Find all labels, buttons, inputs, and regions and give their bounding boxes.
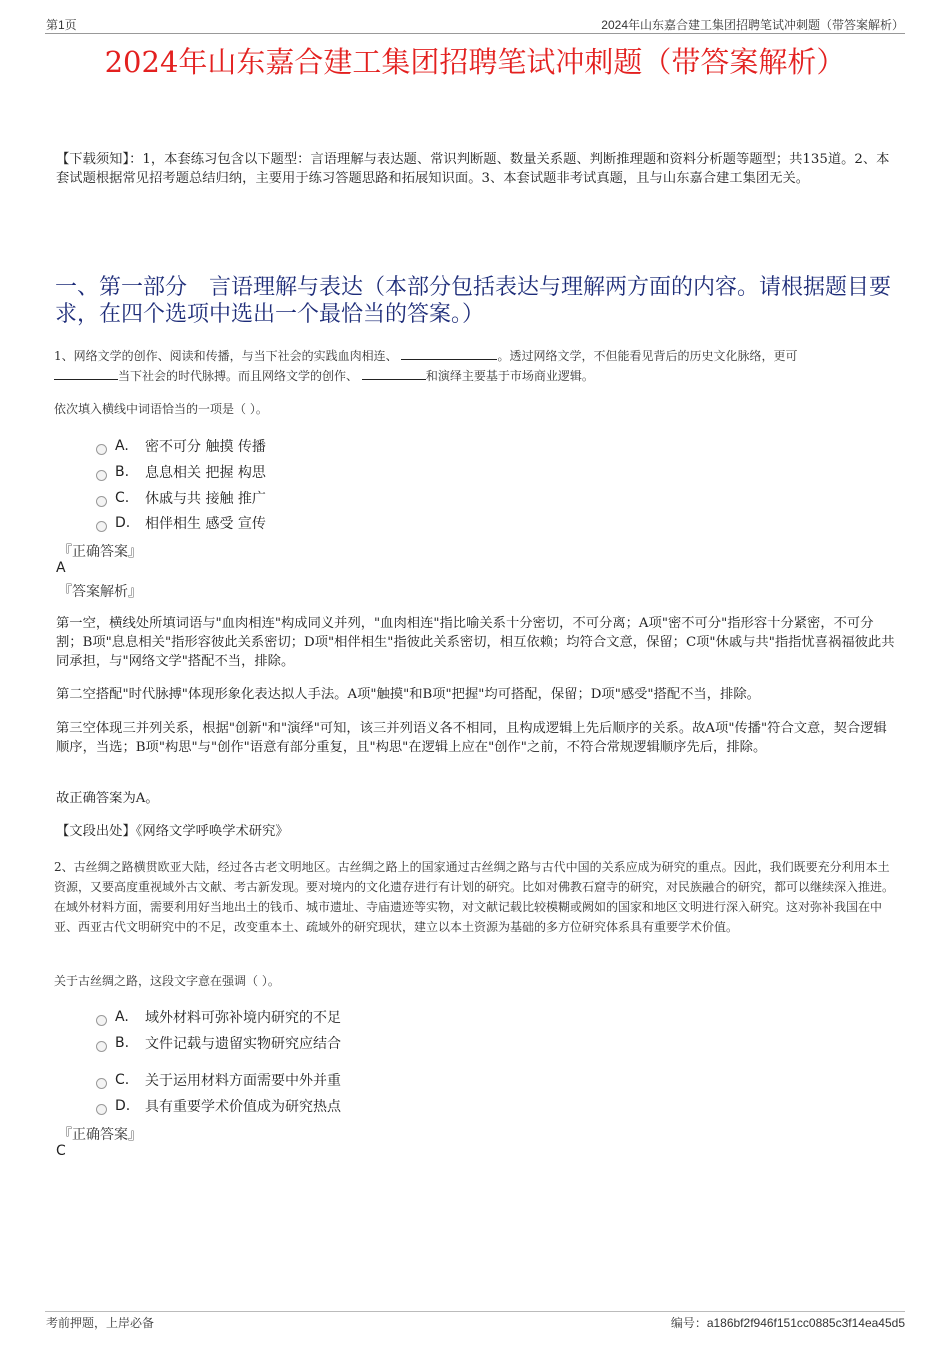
q1-option-b[interactable] — [96, 462, 266, 482]
footer-slogan: 考前押题，上岸必备 — [46, 1316, 155, 1330]
radio-icon[interactable] — [96, 1041, 107, 1052]
q1-prompt: 依次填入横线中词语恰当的一项是（ ）。 — [54, 402, 268, 416]
option-letter: D. — [115, 1098, 131, 1114]
q1-stem-part: 和演绎主要基于市场商业逻辑。 — [425, 369, 594, 383]
q1-source: 【文段出处】《网络文学呼唤学术研究》 — [56, 824, 289, 839]
document-title: 2024年山东嘉合建工集团招聘笔试冲刺题（带答案解析） — [104, 45, 846, 79]
q1-analysis-1: 第一空，横线处所填词语与"血肉相连"构成同义并列，"血肉相连"指比喻关系十分密切，不可分离；A项"密不可分"指形容十分紧密，不可分割；B项"息息相关"指形容彼此关系密切；D项"相伴相生"指彼此关系密切，相互依赖；均符合文意，保留；C项"休戚与共"指指忧喜祸福彼此共同承担，与"网络文学"搭配不当，排除。 — [56, 616, 895, 669]
blank-3 — [362, 367, 426, 380]
q1-analysis-2: 第二空搭配"时代脉搏"体现形象化表达拟人手法。A项"触摸"和B项"把握"均可搭配，保留；D项"感受"搭配不当，排除。 — [56, 687, 760, 702]
q1-analysis-3: 第三空体现三并列关系，根据"创新"和"演绎"可知，该三并列语义各不相同，且构成逻辑上先后顺序的关系。故A项"传播"符合文意，契合逻辑顺序，当选；B项"构思"与"创作"语意有部分重复，且"构思"在逻辑上应在"创作"之前，不符合常规逻辑顺序先后，排除。 — [56, 721, 887, 755]
blank-2 — [54, 367, 118, 380]
q2-option-d[interactable] — [96, 1096, 341, 1116]
q2-prompt: 关于古丝绸之路，这段文字意在强调（ ）。 — [54, 974, 280, 988]
q1-option-a[interactable] — [96, 436, 266, 456]
q2-stem: 2、古丝绸之路横贯欧亚大陆，经过各古老文明地区。古丝绸之路上的国家通过古丝绸之路与古代中国的关系应成为研究的重点。因此，我们既要充分利用本土资源，又要高度重视域外古文献、考古新发现。要对境内的文化遗存进行有计划的研究。比如对佛教石窟寺的研究，对民族融合的研究，都可以继续深入推进。在域外材料方面，需要利用好当地出土的钱币、城市遗址、寺庙遗迹等实物，对文献记载比较模糊或阙如的国家和地区文明进行深入研究。这对弥补我国在中亚、西亚古代文明研究中的不足，改变重本土、疏域外的研究现状，建立以本土资源为基础的多方位研究体系具有重要学术价值。 — [54, 860, 895, 934]
option-text: 相伴相生 感受 宣传 — [145, 516, 266, 532]
option-text: 文件记载与遗留实物研究应结合 — [145, 1036, 341, 1052]
q1-stem-part: 1、网络文学的创作、阅读和传播，与当下社会的实践血肉相连、 — [54, 349, 398, 363]
footer-divider — [45, 1311, 905, 1312]
header-divider — [45, 33, 905, 34]
option-letter: A. — [115, 1009, 129, 1025]
q1-option-d[interactable] — [96, 513, 266, 533]
q1-answer-label: 『正确答案』 — [58, 544, 142, 560]
q1-stem — [54, 346, 900, 386]
radio-icon[interactable] — [96, 521, 107, 532]
page-number: 第1页 — [46, 18, 77, 32]
radio-icon[interactable] — [96, 1015, 107, 1026]
option-text: 密不可分 触摸 传播 — [145, 439, 266, 455]
option-letter: A. — [115, 438, 129, 454]
option-letter: C. — [115, 490, 130, 506]
radio-icon[interactable] — [96, 496, 107, 507]
q2-option-c[interactable] — [96, 1070, 341, 1090]
q1-stem-part: 当下社会的时代脉搏。而且网络文学的创作、 — [118, 369, 359, 383]
q2-answer: C — [56, 1143, 66, 1159]
running-title: 2024年山东嘉合建工集团招聘笔试冲刺题（带答案解析） — [601, 18, 904, 32]
radio-icon[interactable] — [96, 444, 107, 455]
option-text: 关于运用材料方面需要中外并重 — [145, 1073, 341, 1089]
option-letter: C. — [115, 1072, 130, 1088]
radio-icon[interactable] — [96, 1104, 107, 1115]
q2-answer-label: 『正确答案』 — [58, 1127, 142, 1143]
option-text: 域外材料可弥补境内研究的不足 — [145, 1010, 341, 1026]
option-letter: B. — [115, 464, 130, 480]
radio-icon[interactable] — [96, 470, 107, 481]
q1-answer: A — [56, 560, 66, 576]
option-text: 息息相关 把握 构思 — [145, 465, 266, 481]
download-notice: 【下载须知】：1，本套练习包含以下题型：言语理解与表达题、常识判断题、数量关系题、判断推理题和资料分析题等题型；共135道。2、本套试题根据常见招考题总结归纳，主要用于练习答题思路和拓展知识面。3、本套试题非考试真题，且与山东嘉合建工集团无关。 — [56, 152, 890, 186]
q1-option-c[interactable] — [96, 488, 266, 508]
option-letter: D. — [115, 515, 131, 531]
option-text: 具有重要学术价值成为研究热点 — [145, 1099, 341, 1115]
option-letter: B. — [115, 1035, 130, 1051]
section-heading: 一、第一部分 言语理解与表达（本部分包括表达与理解两方面的内容。请根据题目要求，在四个选项中选出一个最恰当的答案。） — [55, 275, 892, 327]
radio-icon[interactable] — [96, 1078, 107, 1089]
option-text: 休戚与共 接触 推广 — [145, 491, 266, 507]
q2-option-a[interactable] — [96, 1007, 341, 1027]
q1-stem-part: 。透过网络文学，不但能看见背后的历史文化脉络，更可 — [497, 349, 798, 363]
document-id: 编号：a186bf2f946f151cc0885c3f14ea45d5 — [670, 1316, 905, 1330]
blank-1 — [401, 347, 497, 360]
q1-analysis-4: 故正确答案为A。 — [56, 791, 159, 806]
q2-option-b[interactable] — [96, 1033, 341, 1053]
q1-analysis-label: 『答案解析』 — [58, 584, 142, 600]
